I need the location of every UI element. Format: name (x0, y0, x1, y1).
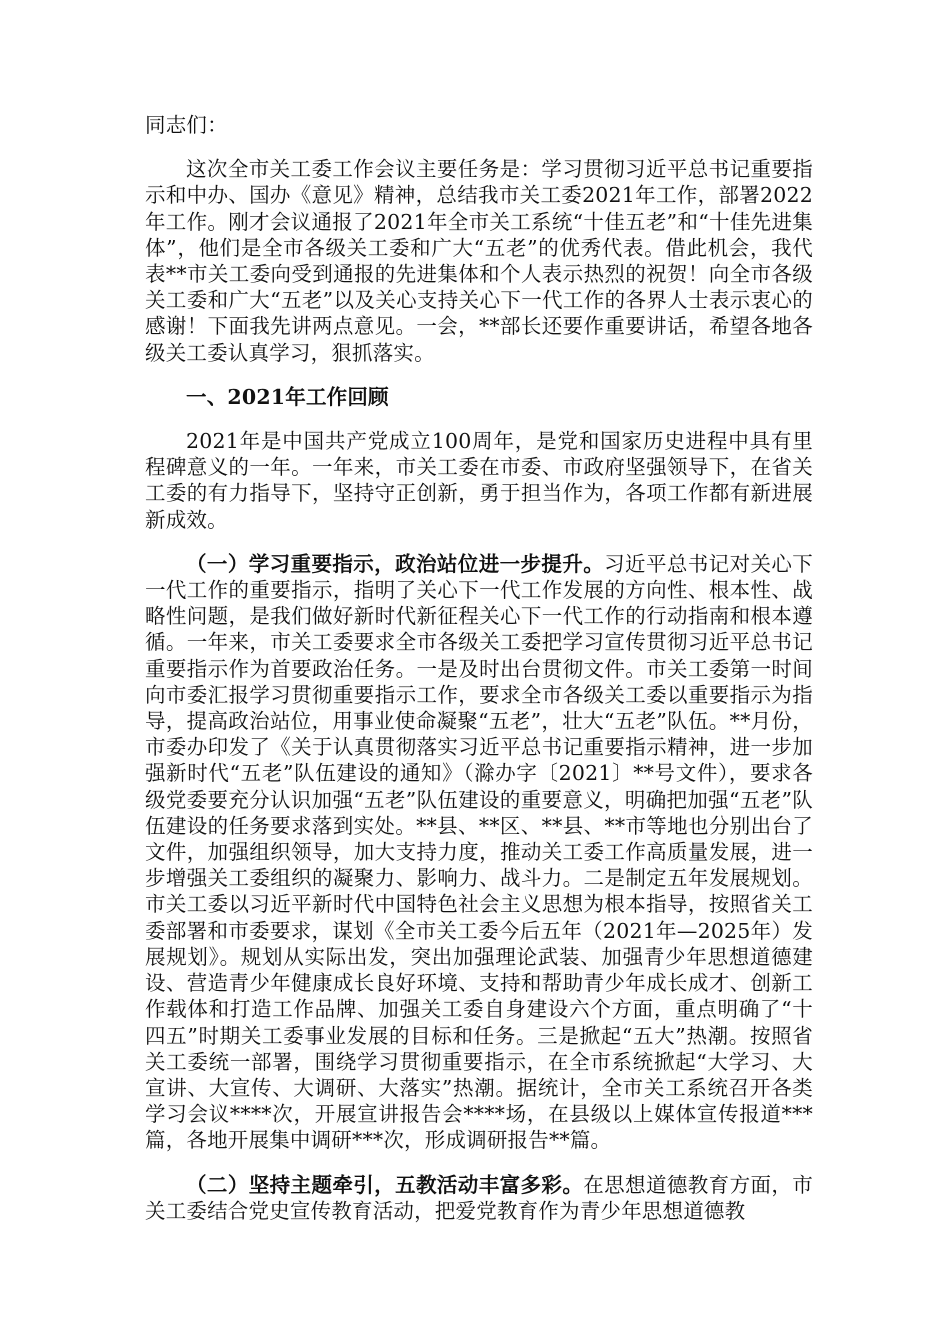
intro-paragraph: 这次全市关工委工作会议主要任务是：学习贯彻习近平总书记重要指示和中办、国办《意见》精神，总结我市关工委2021年工作，部署2022年工作。刚才会议通报了2021年全市关工系统“十佳五老”和“十佳先进集体”，他们是全市各级关工委和广大“五老”的优秀代表。借此机会，我代表**市关工委向受到通报的先进集体和个人表示热烈的祝贺！向全市各级关工委和广大“五老”以及关心支持关心下一代工作的各界人士表示衷心的感谢！下面我先讲两点意见。一会，**部长还要作重要讲话，希望各地各级关工委认真学习，狠抓落实。 (145, 157, 813, 365)
subsection-2-paragraph (145, 1172, 813, 1224)
greeting: 同志们： (145, 113, 228, 137)
subsection-1-body: 习近平总书记对关心下一代工作的重要指示，指明了关心下一代工作发展的方向性、根本性、战略性问题，是我们做好新时代新征程关心下一代工作的行动指南和根本遵循。一年来，市关工委要求全市各级关工委把学习宣传贯彻习近平总书记重要指示作为首要政治任务。一是及时出台贯彻文件。市关工委第一时间向市委汇报学习贯彻重要指示工作，要求全市各级关工委以重要指示为指导，提高政治站位，用事业使命凝聚“五老”，壮大“五老”队伍。**月份，市委办印发了《关于认真贯彻落实习近平总书记重要指示精神，进一步加强新时代“五老”队伍建设的通知》（滁办字〔2021〕**号文件），要求各级党委要充分认识加强“五老”队伍建设的重要意义，明确把加强“五老”队伍建设的任务要求落到实处。**县、**区、**县、**市等地也分别出台了文件，加强组织领导，加大支持力度，推动关工委工作高质量发展，进一步增强关工委组织的凝聚力、影响力、战斗力。二是制定五年发展规划。市关工委以习近平新时代中国特色社会主义思想为根本指导，按照省关工委部署和市委要求，谋划《全市关工委今后五年（2021年—2025年）发展规划》。规划从实际出发，突出加强理论武装、加强青少年思想道德建设、营造青少年健康成长良好环境、支持和帮助青少年成长成才、创新工作载体和打造工作品牌、加强关工委自身建设六个方面，重点明确了“十四五”时期关工委事业发展的目标和任务。三是掀起“五大”热潮。按照省关工委统一部署，围绕学习贯彻重要指示，在全市系统掀起“大学习、大宣讲、大宣传、大调研、大落实”热潮。据统计，全市关工系统召开各类学习会议****次，开展宣讲报告会****场，在县级以上媒体宣传报道***篇，各地开展集中调研***次，形成调研报告**篇。 (145, 551, 814, 1153)
document-body (145, 112, 813, 1242)
subsection-1-heading: （一）学习重要指示，政治站位进一步提升。 (186, 551, 605, 576)
section-intro-paragraph: 2021年是中国共产党成立100周年，是党和国家历史进程中具有里程碑意义的一年。一年来，市关工委在市委、市政府坚强领导下，在省关工委的有力指导下，坚持守正创新，勇于担当作为，各项工作都有新进展新成效。 (145, 429, 813, 532)
section-heading: 一、2021年工作回顾 (186, 384, 389, 409)
subsection-2-heading: （二）坚持主题牵引，五教活动丰富多彩。 (186, 1172, 584, 1197)
subsection-1-paragraph (145, 551, 813, 1154)
subsection-2-body: 在思想道德教育方面，市关工委结合党史宣传教育活动，把爱党教育作为青少年思想道德教 (145, 1172, 813, 1223)
